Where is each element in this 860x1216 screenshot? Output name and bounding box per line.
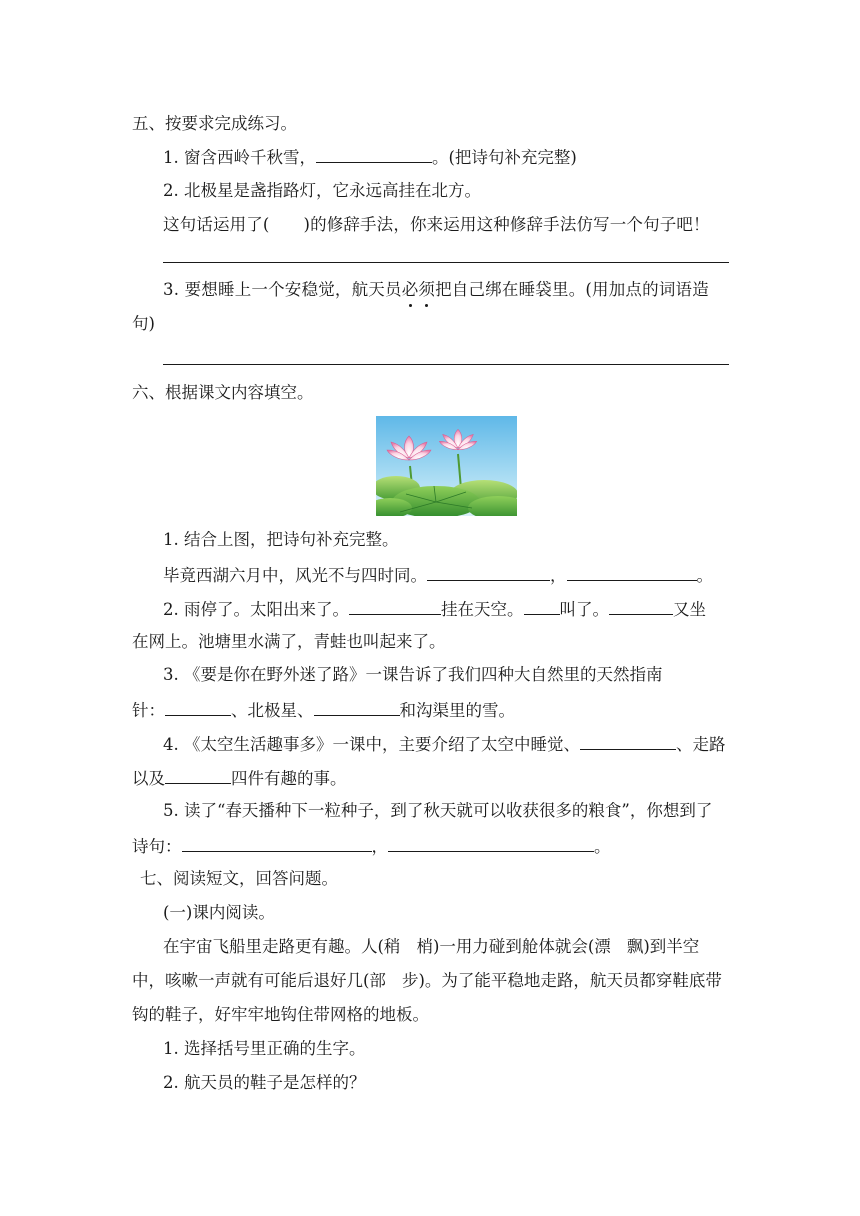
section-5-title: 五、按要求完成练习。 bbox=[132, 114, 297, 133]
answer-blank[interactable] bbox=[580, 732, 676, 750]
question-text: 把自己绑在睡袋里。(用加点的词语造 bbox=[435, 280, 709, 299]
question-text: 又坐 bbox=[673, 600, 706, 619]
answer-line[interactable] bbox=[163, 262, 729, 263]
section-6-question-5-cont bbox=[132, 834, 611, 858]
answer-blank[interactable] bbox=[609, 597, 673, 615]
question-text: 。 bbox=[696, 566, 713, 585]
answer-line[interactable] bbox=[163, 364, 729, 365]
question-text: 、走路 bbox=[676, 735, 726, 754]
question-text: 针： bbox=[132, 701, 165, 720]
answer-blank[interactable] bbox=[316, 145, 432, 163]
question-text: ， bbox=[371, 837, 388, 856]
section-6-question-4-cont bbox=[132, 766, 347, 790]
answer-blank[interactable] bbox=[314, 698, 400, 716]
section-7-title: 七、阅读短文，回答问题。 bbox=[140, 869, 338, 888]
question-text: 叫了。 bbox=[559, 600, 609, 619]
passage-text: 飘)到半空 bbox=[626, 937, 700, 956]
question-text: 3. 要想睡上一个安稳觉，航天员 bbox=[163, 280, 402, 299]
question-text: 挂在天空。 bbox=[441, 600, 524, 619]
question-text: 、北极星、 bbox=[231, 701, 314, 720]
section-5-question-3-cont: 句) bbox=[132, 314, 155, 333]
section-5-question-2-prompt bbox=[163, 214, 710, 236]
answer-blank[interactable] bbox=[427, 563, 550, 581]
lotus-pond-image bbox=[376, 416, 517, 516]
section-6-question-3-cont bbox=[132, 698, 515, 722]
section-6-question-1: 1. 结合上图，把诗句补充完整。 bbox=[163, 530, 399, 549]
section-6-question-3: 3. 《要是你在野外迷了路》一课告诉了我们四种大自然里的天然指南 bbox=[163, 665, 663, 684]
question-text: 这句话运用了( bbox=[163, 215, 270, 234]
answer-blank[interactable] bbox=[165, 698, 231, 716]
section-6-question-4 bbox=[163, 732, 726, 756]
answer-blank[interactable] bbox=[388, 834, 594, 852]
answer-blank[interactable] bbox=[165, 766, 231, 784]
passage-line-2 bbox=[132, 970, 722, 992]
passage-text: 步)。为了能平稳地走路，航天员都穿鞋底带 bbox=[401, 971, 722, 990]
answer-blank[interactable] bbox=[567, 563, 697, 581]
question-text: 。(把诗句补充完整) bbox=[432, 148, 577, 167]
question-text: 4. 《太空生活趣事多》一课中，主要介绍了太空中睡觉、 bbox=[163, 735, 580, 754]
answer-blank[interactable] bbox=[182, 834, 372, 852]
section-5-question-2: 2. 北极星是盏指路灯，它永远高挂在北方。 bbox=[163, 181, 481, 200]
section-6-question-1-poem bbox=[163, 563, 713, 587]
question-text: 和沟渠里的雪。 bbox=[399, 701, 515, 720]
section-6-question-5: 5. 读了“春天播种下一粒种子，到了秋天就可以收获很多的粮食”，你想到了 bbox=[163, 801, 713, 820]
answer-blank[interactable] bbox=[524, 597, 560, 615]
passage-line-3: 钩的鞋子，好牢牢地钩住带网格的地板。 bbox=[132, 1005, 429, 1024]
passage-text: 在宇宙飞船里走路更有趣。人(稍 bbox=[163, 937, 401, 956]
section-7-question-1: 1. 选择括号里正确的生字。 bbox=[163, 1039, 366, 1058]
passage-line-1 bbox=[163, 936, 699, 958]
passage-text: 梢)一用力碰到舱体就会(漂 bbox=[416, 937, 611, 956]
question-text: 2. 雨停了。太阳出来了。 bbox=[163, 600, 349, 619]
section-5-question-3 bbox=[163, 279, 709, 301]
question-text: 。 bbox=[594, 837, 611, 856]
question-text: 毕竟西湖六月中，风光不与四时同。 bbox=[163, 566, 427, 585]
question-text: 四件有趣的事。 bbox=[231, 769, 347, 788]
dotted-char: 必 bbox=[401, 280, 419, 299]
section-5-question-1 bbox=[163, 145, 577, 169]
section-6-title: 六、根据课文内容填空。 bbox=[132, 383, 314, 402]
question-text: ， bbox=[550, 566, 567, 585]
section-6-question-2-cont: 在网上。池塘里水满了，青蛙也叫起来了。 bbox=[132, 632, 446, 651]
question-text: 以及 bbox=[132, 769, 165, 788]
passage-text: 中，咳嗽一声就有可能后退好几(部 bbox=[132, 971, 386, 990]
section-6-question-2 bbox=[163, 597, 706, 621]
answer-blank[interactable] bbox=[349, 597, 441, 615]
dotted-char: 须 bbox=[418, 280, 436, 299]
question-text: 诗句： bbox=[132, 837, 182, 856]
section-7-question-2: 2. 航天员的鞋子是怎样的？ bbox=[163, 1073, 366, 1092]
question-text: 1. 窗含西岭千秋雪， bbox=[163, 148, 316, 167]
section-7-subtitle: (一)课内阅读。 bbox=[163, 903, 275, 922]
question-text: )的修辞手法，你来运用这种修辞手法仿写一个句子吧！ bbox=[303, 215, 710, 234]
